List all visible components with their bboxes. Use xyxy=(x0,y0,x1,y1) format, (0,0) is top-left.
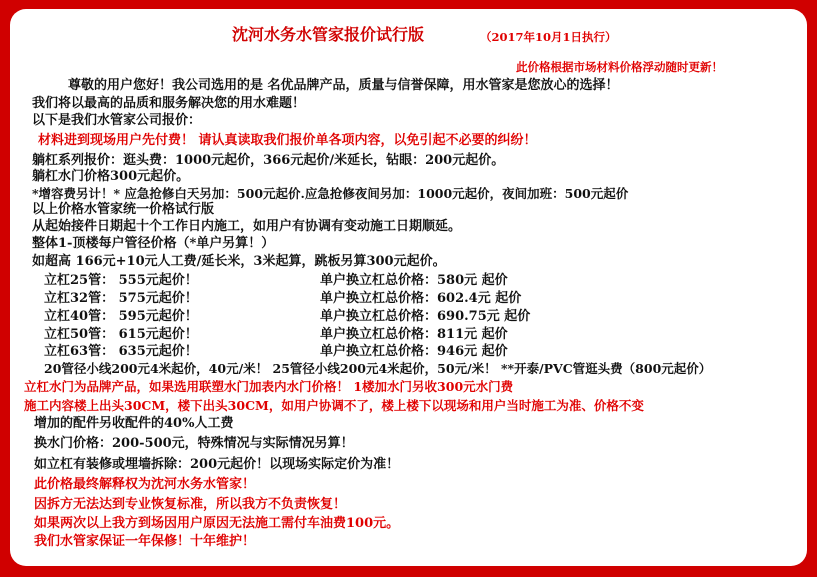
over-height-price: 如超高 166元+10元人工费/延长米，3米起算，跳板另算300元起价。 xyxy=(32,254,446,269)
date-note: （2017年10月1日执行） xyxy=(480,30,617,44)
pipe-row-right: 单户换立杠总价格：690.75元 起价 xyxy=(320,309,531,324)
pipe-row-right: 单户换立杠总价格：811元 起价 xyxy=(320,327,508,342)
pipe-row-left: 立杠50管： 615元起价！ xyxy=(44,327,198,342)
valve-brand-note: 立杠水门为品牌产品，如果选用联塑水门加表内水门价格！ 1楼加水门另收300元水门费 xyxy=(24,379,514,394)
greeting-line-2: 我们将以最高的品质和服务解决您的用水难题！ xyxy=(32,96,306,111)
page-title: 沈河水务水管家报价试行版 xyxy=(232,25,425,44)
valve-replace-price: 换水门价格：200-500元，特殊情况与实际情况另算！ xyxy=(34,436,354,451)
final-note-4: 我们水管家保证一年保修！十年维护！ xyxy=(34,534,256,549)
intro-line: 以下是我们水管家公司报价： xyxy=(32,113,202,128)
final-note-2: 因拆方无法达到专业恢复标准，所以我方不负责恢复！ xyxy=(34,497,347,512)
extra-parts-note: 增加的配件另收配件的40%人工费 xyxy=(34,416,234,431)
greeting-line-1: 尊敬的用户您好！我公司选用的是 名优品牌产品，质量与信誉保障，用水管家是您放心的选择！ xyxy=(68,78,619,93)
unified-price-note: 以上价格水管家统一价格试行版 xyxy=(32,202,215,217)
schedule-note: 从起始接件日期起十个工作日内施工，如用户有协调有变动施工日期顺延。 xyxy=(32,219,462,234)
final-note-3: 如果两次以上我方到场因用户原因无法施工需付车油费100元。 xyxy=(34,516,400,531)
small-line-prices: 20管径小线200元4米起价，40元/米！ 25管径小线200元4米起价，50元/米！ **开泰/PVC管逛头费（800元起价） xyxy=(44,361,712,376)
pipe-row-left: 立杠63管： 635元起价！ xyxy=(44,344,198,359)
pipe-row-left: 立杠32管： 575元起价！ xyxy=(44,291,198,306)
pipe-row-left: 立杠25管： 555元起价！ xyxy=(44,273,198,288)
demolition-price: 如立杠有装修或埋墙拆除：200元起价！以现场实际定价为准！ xyxy=(34,457,400,472)
price-sheet xyxy=(10,9,807,566)
construction-scope-note: 施工内容楼上出头30CM，楼下出头30CM，如用户协调不了，楼上楼下以现场和用户当时施工为准、价格不变 xyxy=(24,398,644,413)
whole-building-price: 整体1-顶楼每户管径价格（*单户另算！） xyxy=(32,236,275,251)
riser-valve-price: 躺杠水门价格300元起价。 xyxy=(32,169,190,184)
final-note-1: 此价格最终解释权为沈河水务水管家！ xyxy=(34,477,256,492)
riser-series-price: 躺杠系列报价：逛头费：1000元起价，366元起价/米延长，钻眼：200元起价。 xyxy=(32,153,505,168)
payment-warning: 材料进到现场用户先付费！ 请认真读取我们报价单各项内容，以免引起不必要的纠纷！ xyxy=(38,133,537,148)
pipe-row-right: 单户换立杠总价格：946元 起价 xyxy=(320,344,508,359)
pipe-row-right: 单户换立杠总价格：580元 起价 xyxy=(320,273,508,288)
pipe-row-right: 单户换立杠总价格：602.4元 起价 xyxy=(320,291,522,306)
pipe-row-left: 立杠40管： 595元起价！ xyxy=(44,309,198,324)
emergency-price: *增容费另计！* 应急抢修白天另加：500元起价.应急抢修夜间另加：1000元起价，夜间加班：500元起价 xyxy=(32,186,629,201)
price-float-note: 此价格根据市场材料价格浮动随时更新！ xyxy=(516,60,723,74)
